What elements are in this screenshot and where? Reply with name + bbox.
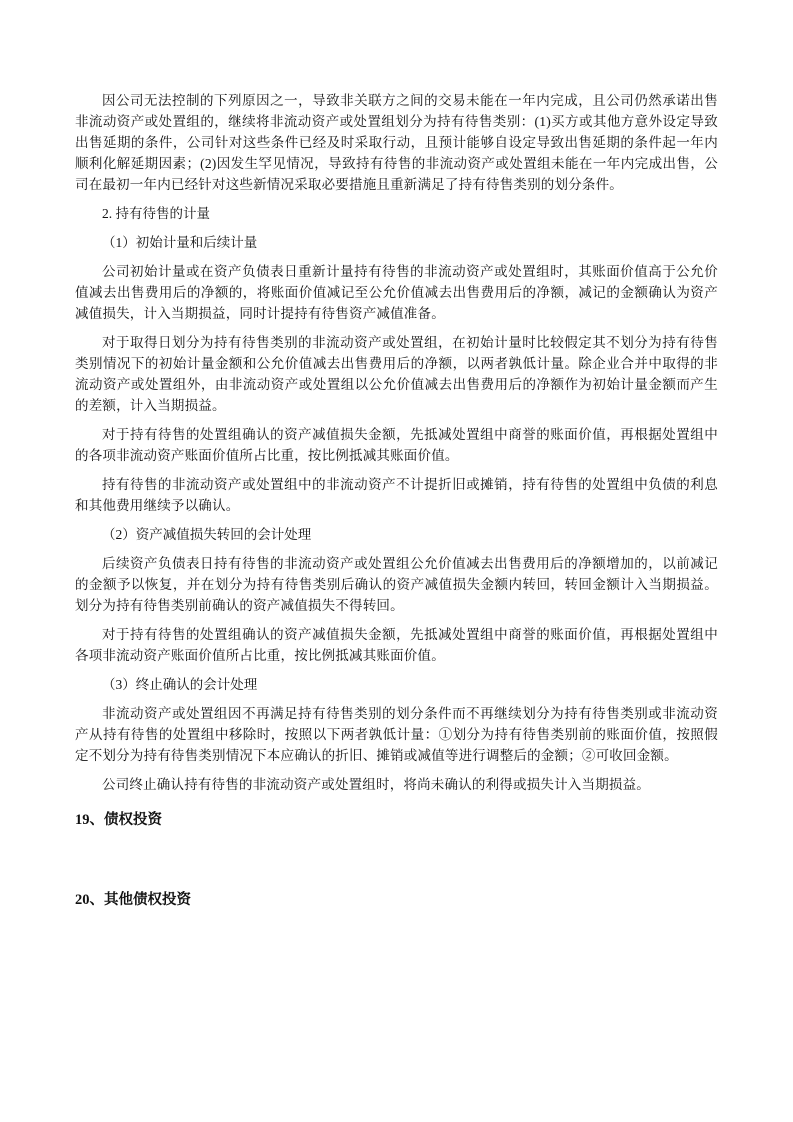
paragraph-held-for-sale-conditions: 因公司无法控制的下列原因之一，导致非关联方之间的交易未能在一年内完成，且公司仍然承诺出售非流动资产或处置组的，继续将非流动资产或处置组划分为持有待售类别：(1)买方或其他方意外设定导致出售延期的条件，公司针对这些条件已经及时采取行动，且预计能够自设定导致出售延期的条件起一年内顺利化解延期因素；(2)因发生罕见情况，导致持有待售的非流动资产或处置组未能在一年内完成出售，公司在最初一年内已经针对这些新情况采取必要措施且重新满足了持有待售类别的划分条件。: [75, 93, 718, 192]
subsection-heading-impairment-reversal: （2）资产减值损失转回的会计处理: [102, 527, 312, 542]
subsection-heading-derecognition: （3）终止确认的会计处理: [102, 677, 258, 692]
paragraph-derecognition-gain-loss: 公司终止确认持有待售的非流动资产或处置组时，将尚未确认的利得或损失计入当期损益。: [102, 777, 650, 792]
paragraph-impairment-reversal: 后续资产负债表日持有待售的非流动资产或处置组公允价值减去出售费用后的净额增加的，以前减记的金额予以恢复，并在划分为持有待售类别后确认的资产减值损失金额内转回，转回金额计入当期损益。划分为持有待售类别前确认的资产减值损失不得转回。: [75, 556, 718, 613]
paragraph-no-depreciation: 持有待售的非流动资产或处置组中的非流动资产不计提折旧或摊销，持有待售的处置组中负债的利息和其他费用继续予以确认。: [75, 477, 718, 513]
section-heading-debt-investments: 19、债权投资: [75, 812, 162, 828]
section-heading-measurement: 2. 持有待售的计量: [102, 206, 210, 221]
paragraph-impairment-allocation: 对于持有待售的处置组确认的资产减值损失金额，先抵减处置组中商誉的账面价值，再根据处置组中的各项非流动资产账面价值所占比重，按比例抵减其账面价值。: [75, 427, 718, 463]
paragraph-acquisition-date-classification: 对于取得日划分为持有待售类别的非流动资产或处置组，在初始计量时比较假定其不划分为持有待售类别情况下的初始计量金额和公允价值减去出售费用后的净额，以两者孰低计量。除企业合并中取得的非流动资产或处置组外，由非流动资产或处置组以公允价值减去出售费用后的净额作为初始计量金额而产生的差额，计入当期损益。: [75, 335, 718, 413]
paragraph-impairment-allocation-2: 对于持有待售的处置组确认的资产减值损失金额，先抵减处置组中商誉的账面价值，再根据处置组中各项非流动资产账面价值所占比重，按比例抵减其账面价值。: [75, 627, 718, 663]
paragraph-reclassification-measurement: 非流动资产或处置组因不再满足持有待售类别的划分条件而不再继续划分为持有待售类别或非流动资产从持有待售的处置组中移除时，按照以下两者孰低计量：①划分为持有待售类别前的账面价值，按照假定不划分为持有待售类别情况下本应确认的折旧、摊销或减值等进行调整后的金额；②可收回金额。: [75, 706, 718, 763]
subsection-heading-initial-measurement: （1）初始计量和后续计量: [102, 235, 258, 250]
section-heading-other-debt-investments: 20、其他债权投资: [75, 892, 191, 908]
paragraph-initial-measurement: 公司初始计量或在资产负债表日重新计量持有待售的非流动资产或处置组时，其账面价值高于公允价值减去出售费用后的净额的，将账面价值减记至公允价值减去出售费用后的净额，减记的金额确认为资产减值损失，计入当期损益，同时计提持有待售资产减值准备。: [75, 264, 718, 321]
